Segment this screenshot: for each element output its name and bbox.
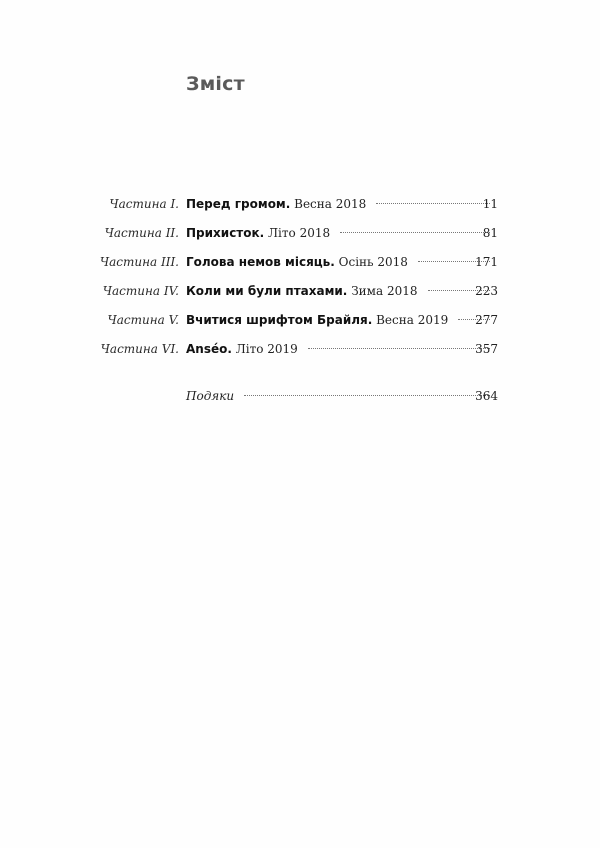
toc-entry [0,222,600,244]
part-label: Частина III. [99,255,179,269]
part-label: Частина V. [107,313,179,327]
page-number: 277 [475,313,498,327]
toc-entry [0,280,600,302]
toc-entry-text [186,193,500,215]
dot-leader [340,232,490,233]
chapter-title: Anséo. [186,342,232,356]
chapter-season: Літо 2019 [235,342,298,356]
page-number: 364 [475,389,498,403]
part-label: Частина II. [104,226,179,240]
toc-entry-acknowledgements [0,385,600,407]
page-number: 357 [475,342,498,356]
toc-entry-text [186,309,500,331]
toc-entry-text [186,222,500,244]
chapter-title: Коли ми були птахами. [186,284,348,298]
part-label: Частина IV. [102,284,179,298]
dot-leader [244,395,490,396]
page-number: 171 [475,255,498,269]
page-number: 11 [482,197,498,211]
toc-entry [0,309,600,331]
toc-entry [0,338,600,360]
chapter-season: Весна 2018 [294,197,367,211]
page-number: 223 [475,284,498,298]
chapter-season: Зима 2018 [351,284,418,298]
chapter-season: Літо 2018 [268,226,331,240]
toc-entry [0,251,600,273]
toc-entry-text [186,385,500,407]
part-label: Частина VI. [100,342,179,356]
toc-entry-text [186,251,500,273]
dot-leader [308,348,490,349]
page-number: 81 [482,226,498,240]
part-label: Частина I. [109,197,179,211]
chapter-season: Весна 2019 [376,313,449,327]
chapter-title: Перед громом. [186,197,291,211]
acknowledgements-label: Подяки [186,389,235,403]
chapter-season: Осінь 2018 [338,255,408,269]
page-title: Зміст [186,73,245,95]
chapter-title: Голова немов місяць. [186,255,335,269]
toc-entry-text [186,338,500,360]
dot-leader [376,203,490,204]
toc-entry [0,193,600,215]
chapter-title: Прихисток. [186,226,265,240]
toc-entry-text [186,280,500,302]
chapter-title: Вчитися шрифтом Брайля. [186,313,373,327]
